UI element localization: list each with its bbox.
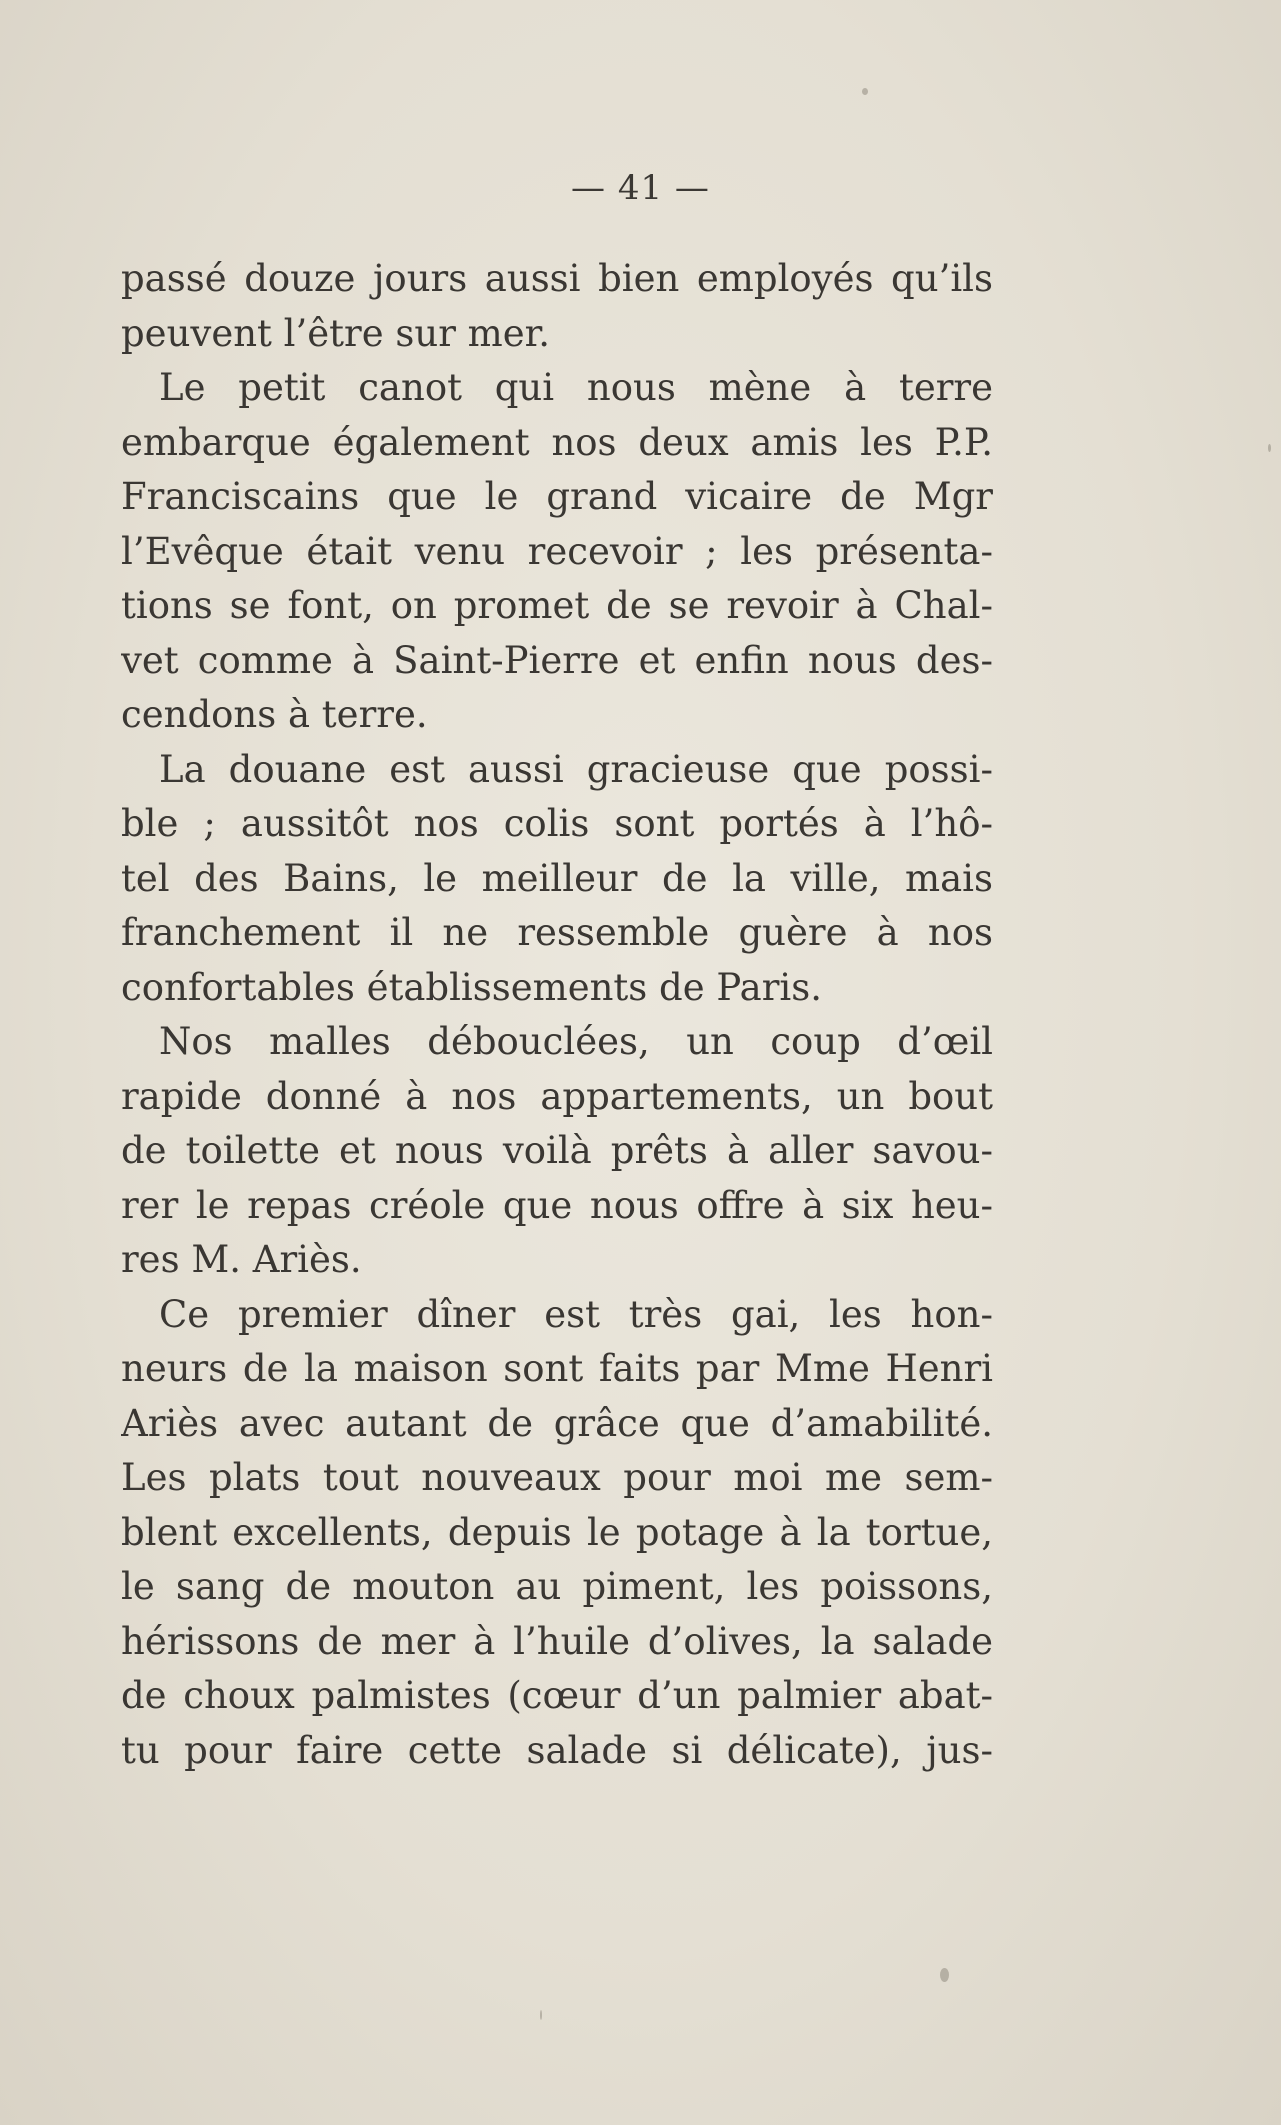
text-line: tel des Bains, le meilleur de la ville, mais [121, 856, 993, 900]
text-line: Ce premier dîner est très gai, les hon- [159, 1292, 993, 1336]
paper-speck [940, 1968, 949, 1982]
paper-speck [1268, 444, 1271, 452]
text-line: embarque également nos deux amis les P.P. [121, 420, 993, 464]
text-line: de choux palmistes (cœur d’un palmier abat- [121, 1674, 993, 1717]
text-line: tu pour faire cette salade si délicate), jus- [121, 1728, 993, 1772]
text-line: blent excellents, depuis le potage à la tortue, [121, 1510, 993, 1554]
text-line: franchement il ne ressemble guère à nos [121, 911, 993, 954]
paper-speck [540, 2010, 542, 2020]
text-line: La douane est aussi gracieuse que possi- [159, 747, 993, 791]
page-number: — 41 — [571, 168, 710, 208]
text-line: rer le repas créole que nous offre à six heu- [121, 1183, 993, 1227]
text-line: peuvent l’être sur mer. [121, 311, 551, 355]
text-line: neurs de la maison sont faits par Mme Henri [121, 1347, 993, 1390]
text-line: rapide donné à nos appartements, un bout [121, 1074, 993, 1118]
text-line: le sang de mouton au piment, les poissons, [121, 1565, 993, 1608]
text-line: Ariès avec autant de grâce que d’amabilité. [121, 1401, 993, 1445]
text-line: cendons à terre. [121, 693, 428, 736]
body-text [121, 252, 993, 1778]
text-line: passé douze jours aussi bien employés qu’ils [121, 257, 993, 300]
paper-speck [862, 88, 868, 95]
text-line: l’Evêque était venu recevoir ; les présenta- [121, 529, 993, 573]
text-line: tions se font, on promet de se revoir à Chal- [121, 584, 993, 627]
text-line: Les plats tout nouveaux pour moi me sem- [121, 1456, 993, 1499]
text-line: ble ; aussitôt nos colis sont portés à l’hô- [121, 802, 993, 845]
text-line: Nos malles débouclées, un coup d’œil [159, 1020, 993, 1063]
text-line: confortables établissements de Paris. [121, 965, 822, 1009]
text-line: res M. Ariès. [121, 1238, 362, 1281]
text-line: Franciscains que le grand vicaire de Mgr [121, 475, 993, 518]
text-line: hérissons de mer à l’huile d’olives, la salade [121, 1619, 993, 1663]
text-line: de toilette et nous voilà prêts à aller savou- [121, 1129, 993, 1172]
text-line: vet comme à Saint-Pierre et enfin nous des- [121, 638, 993, 682]
text-line: Le petit canot qui nous mène à terre [159, 366, 993, 409]
